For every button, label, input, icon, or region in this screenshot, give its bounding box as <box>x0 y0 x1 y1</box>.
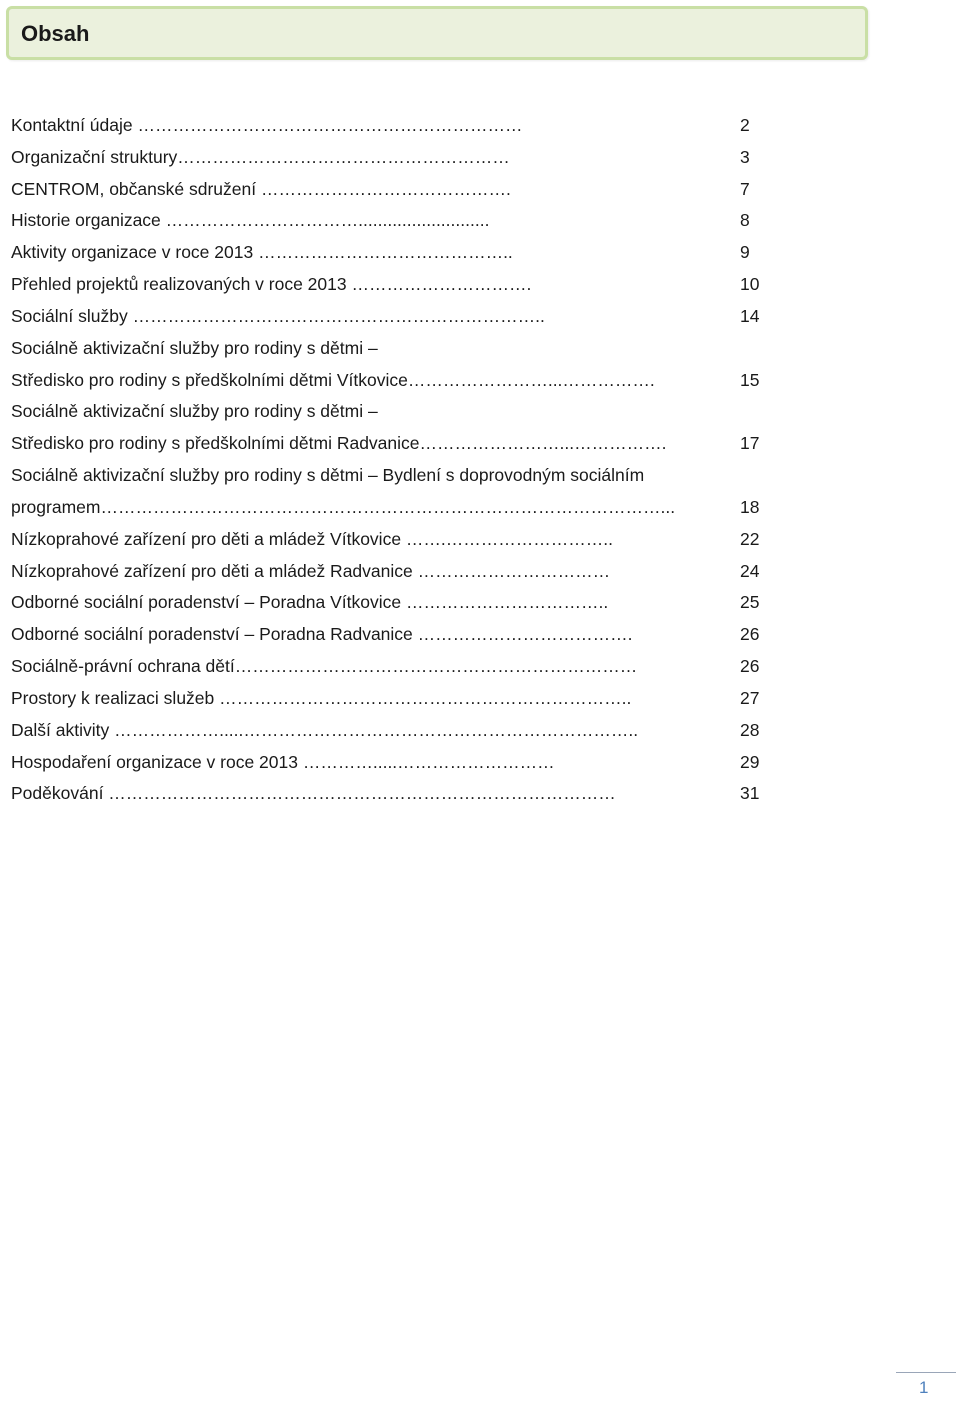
toc-entry-title: Středisko pro rodiny s předškolními dětmi Radvanice……………………...……………. <box>11 433 667 453</box>
toc-entry-title: Středisko pro rodiny s předškolními dětmi Vítkovice……………………...……………. <box>11 370 655 390</box>
toc-entry[interactable] <box>11 682 771 714</box>
toc-entry-page: 26 <box>740 656 760 676</box>
toc-entry[interactable] <box>11 364 771 396</box>
toc-entry-title: programem……………………………………………………………………………………... <box>11 497 676 517</box>
toc-entry-page: 3 <box>740 147 750 167</box>
toc-entry-page: 2 <box>740 115 750 135</box>
toc-entry[interactable] <box>11 173 771 205</box>
toc-entry-title: Další aktivity ……………….....………………………………………………………….. <box>11 720 639 740</box>
toc-entry-page: 26 <box>740 624 760 644</box>
toc-entry-title: Sociálně-právní ochrana dětí…………………………………………………………… <box>11 656 638 676</box>
toc-entry-page: 22 <box>740 529 760 549</box>
toc-entry[interactable] <box>11 459 771 491</box>
toc-entry[interactable] <box>11 618 771 650</box>
toc-entry[interactable] <box>11 141 771 173</box>
toc-entry[interactable] <box>11 268 771 300</box>
toc-entry-page: 7 <box>740 179 750 199</box>
toc-entry[interactable] <box>11 395 771 427</box>
toc-entry[interactable] <box>11 777 771 809</box>
page-number: 1 <box>919 1378 929 1397</box>
toc-entry-title: Sociálně aktivizační služby pro rodiny s dětmi – Bydlení s doprovodným sociálním <box>11 465 645 485</box>
toc-entry-page: 17 <box>740 433 760 453</box>
toc-entry[interactable] <box>11 714 771 746</box>
toc-entry-page: 29 <box>740 752 760 772</box>
toc-entry-title: Sociální služby …………………………………………………………….. <box>11 306 545 326</box>
toc-entry-title: Přehled projektů realizovaných v roce 2013 …………………………. <box>11 274 532 294</box>
toc-entry-page: 28 <box>740 720 760 740</box>
toc-entry-page: 9 <box>740 242 750 262</box>
toc-entry-title: Organizační struktury………………………………………………… <box>11 147 510 167</box>
toc-entry-title: Sociálně aktivizační služby pro rodiny s dětmi – <box>11 401 378 421</box>
toc-entry-page: 15 <box>740 370 760 390</box>
toc-entry-title: Hospodaření organizace v roce 2013 ………….....……………………… <box>11 752 555 772</box>
toc-entry[interactable] <box>11 427 771 459</box>
toc-entry-title: Nízkoprahové zařízení pro děti a mládež Radvanice …………………………… <box>11 561 611 581</box>
toc-entry-page: 31 <box>740 783 760 803</box>
toc-entry-page: 24 <box>740 561 760 581</box>
toc-entry-page: 14 <box>740 306 760 326</box>
toc-entry-title: Odborné sociální poradenství – Poradna Vítkovice …………………………….. <box>11 592 609 612</box>
footer-divider <box>896 1372 956 1373</box>
toc-entry[interactable] <box>11 204 771 236</box>
toc-entry-title: Odborné sociální poradenství – Poradna Radvanice ………………………………. <box>11 624 633 644</box>
toc-header-box <box>6 6 868 60</box>
toc-entry-title: Historie organizace ……………………………........................... <box>11 210 490 230</box>
toc-entry-page: 10 <box>740 274 760 294</box>
toc-entry[interactable] <box>11 523 771 555</box>
toc-entry-title: Nízkoprahové zařízení pro děti a mládež Vítkovice …….……………………….. <box>11 529 613 549</box>
toc-entry[interactable] <box>11 109 771 141</box>
toc-entry-page: 18 <box>740 497 760 517</box>
toc-entry[interactable] <box>11 555 771 587</box>
toc-entry[interactable] <box>11 491 771 523</box>
toc-entry-page: 25 <box>740 592 760 612</box>
toc-entry-page: 8 <box>740 210 750 230</box>
toc-entry[interactable] <box>11 332 771 364</box>
toc-entry[interactable] <box>11 650 771 682</box>
toc-entry[interactable] <box>11 236 771 268</box>
toc-entry[interactable] <box>11 746 771 778</box>
toc-entry[interactable] <box>11 586 771 618</box>
toc-entry-title: Poděkování …………………………………………………………………………… <box>11 783 616 803</box>
toc-entry-title: Kontaktní údaje ………………………………………………………… <box>11 115 523 135</box>
toc-entry-title: Prostory k realizaci služeb …………………………………………………………….. <box>11 688 632 708</box>
page-title: Obsah <box>21 21 90 46</box>
toc-entry[interactable] <box>11 300 771 332</box>
toc-entry-title: Sociálně aktivizační služby pro rodiny s dětmi – <box>11 338 378 358</box>
toc-entry-page: 27 <box>740 688 760 708</box>
toc-entry-title: Aktivity organizace v roce 2013 …………………………………….. <box>11 242 513 262</box>
toc-entry-title: CENTROM, občanské sdružení ……………………………………. <box>11 179 511 199</box>
